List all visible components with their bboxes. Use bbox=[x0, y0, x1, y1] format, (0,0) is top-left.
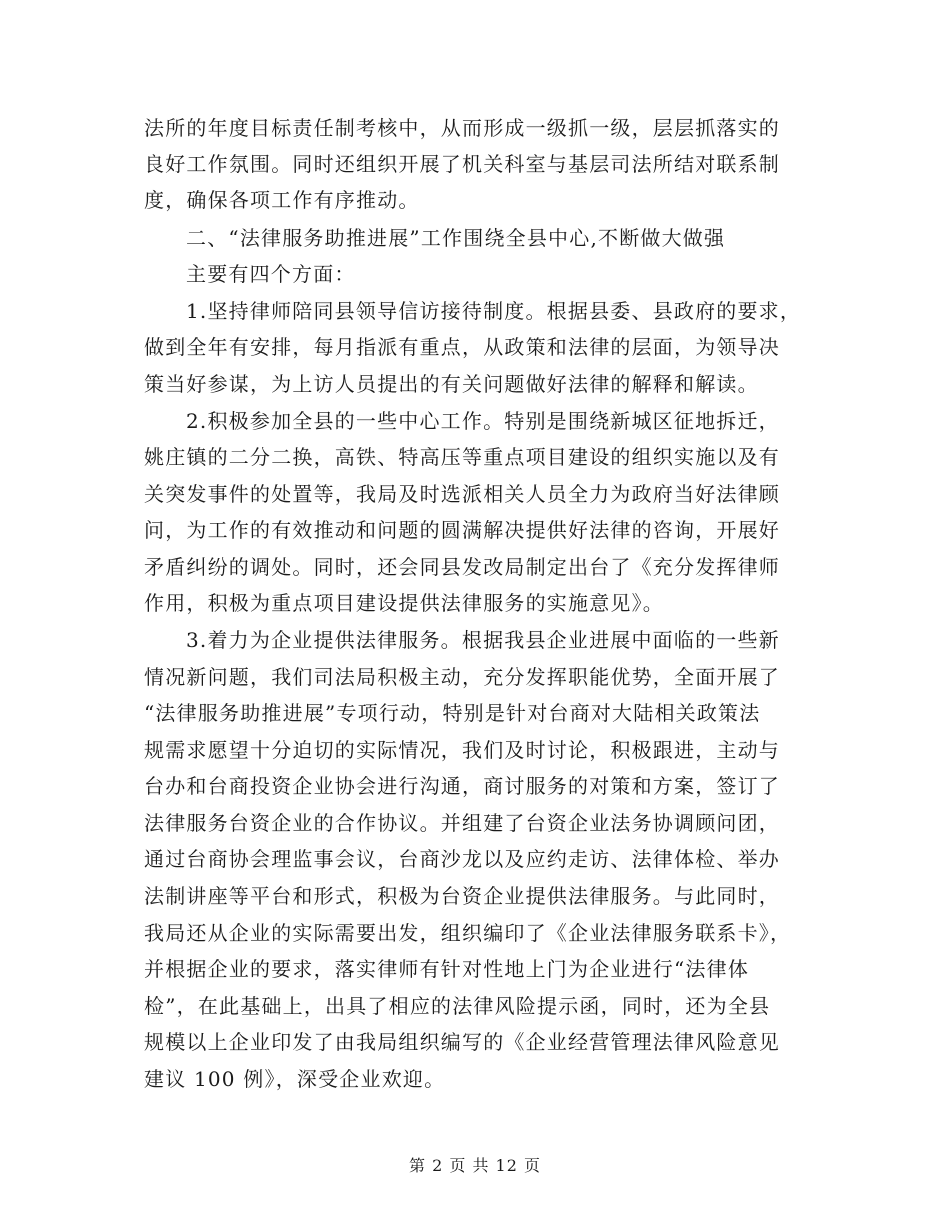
paragraph-line: 法律服务台资企业的合作协议。并组建了台资企业法务协调顾问团， bbox=[144, 811, 780, 835]
paragraph-line: 通过台商协会理监事会议，台商沙龙以及应约走访、法律体检、举办 bbox=[144, 847, 780, 871]
paragraph-line: 情况新问题，我们司法局积极主动，充分发挥职能优势，全面开展了 bbox=[144, 665, 780, 689]
paragraph-line: 我局还从企业的实际需要出发，组织编印了《企业法律服务联系卡》， bbox=[144, 921, 792, 945]
paragraph-line: 主要有四个方面： bbox=[186, 262, 356, 286]
paragraph-line: 做到全年有安排，每月指派有重点，从政策和法律的层面，为领导决 bbox=[144, 335, 780, 359]
paragraph-line: 2.积极参加全县的一些中心工作。特别是围绕新城区征地拆迁， bbox=[186, 409, 780, 433]
paragraph-line: 度，确保各项工作有序推动。 bbox=[144, 188, 420, 212]
paragraph-line: 法所的年度目标责任制考核中，从而形成一级抓一级，层层抓落实的 bbox=[144, 116, 780, 140]
paragraph-line: 作用，积极为重点项目建设提供法律服务的实施意见》。 bbox=[144, 591, 664, 615]
paragraph-line: 策当好参谋，为上访人员提出的有关问题做好法律的解释和解读。 bbox=[144, 372, 759, 396]
paragraph-line: 矛盾纠纷的调处。同时，还会同县发改局制定出台了《充分发挥律师 bbox=[144, 555, 780, 579]
paragraph-line: 问，为工作的有效推动和问题的圆满解决提供好法律的咨询，开展好 bbox=[144, 518, 780, 542]
paragraph-line: 台办和台商投资企业协会进行沟通，商讨服务的对策和方案，签订了 bbox=[144, 774, 780, 798]
paragraph-line: 姚庄镇的二分二换，高铁、特高压等重点项目建设的组织实施以及有 bbox=[144, 445, 780, 469]
paragraph-line: 检”，在此基础上，出具了相应的法律风险提示函，同时，还为全县 bbox=[144, 994, 771, 1018]
paragraph-line: 1.坚持律师陪同县领导信访接待制度。根据县委、县政府的要求， bbox=[186, 299, 802, 323]
paragraph-line: 3.着力为企业提供法律服务。根据我县企业进展中面临的一些新 bbox=[186, 628, 780, 652]
paragraph-line: 关突发事件的处置等，我局及时选派相关人员全力为政府当好法律顾 bbox=[144, 482, 780, 506]
paragraph-line: 良好工作氛围。同时还组织开展了机关科室与基层司法所结对联系制 bbox=[144, 152, 780, 176]
paragraph-line: 规模以上企业印发了由我局组织编写的《企业经营管理法律风险意见 bbox=[144, 1030, 780, 1054]
paragraph-line: “法律服务助推进展”专项行动，特别是针对台商对大陆相关政策法 bbox=[144, 701, 761, 725]
paragraph-line: 法制讲座等平台和形式，积极为台资企业提供法律服务。与此同时， bbox=[144, 884, 780, 908]
section-heading: 二、“法律服务助推进展”工作围绕全县中心,不断做大做强 bbox=[186, 226, 726, 250]
paragraph-line: 建议 100 例》，深受企业欢迎。 bbox=[144, 1067, 446, 1091]
page-number-footer: 第 2 页 共 12 页 bbox=[409, 1156, 541, 1175]
paragraph-line: 并根据企业的要求，落实律师有针对性地上门为企业进行“法律体 bbox=[144, 957, 750, 981]
paragraph-line: 规需求愿望十分迫切的实际情况，我们及时讨论，积极跟进，主动与 bbox=[144, 738, 780, 762]
